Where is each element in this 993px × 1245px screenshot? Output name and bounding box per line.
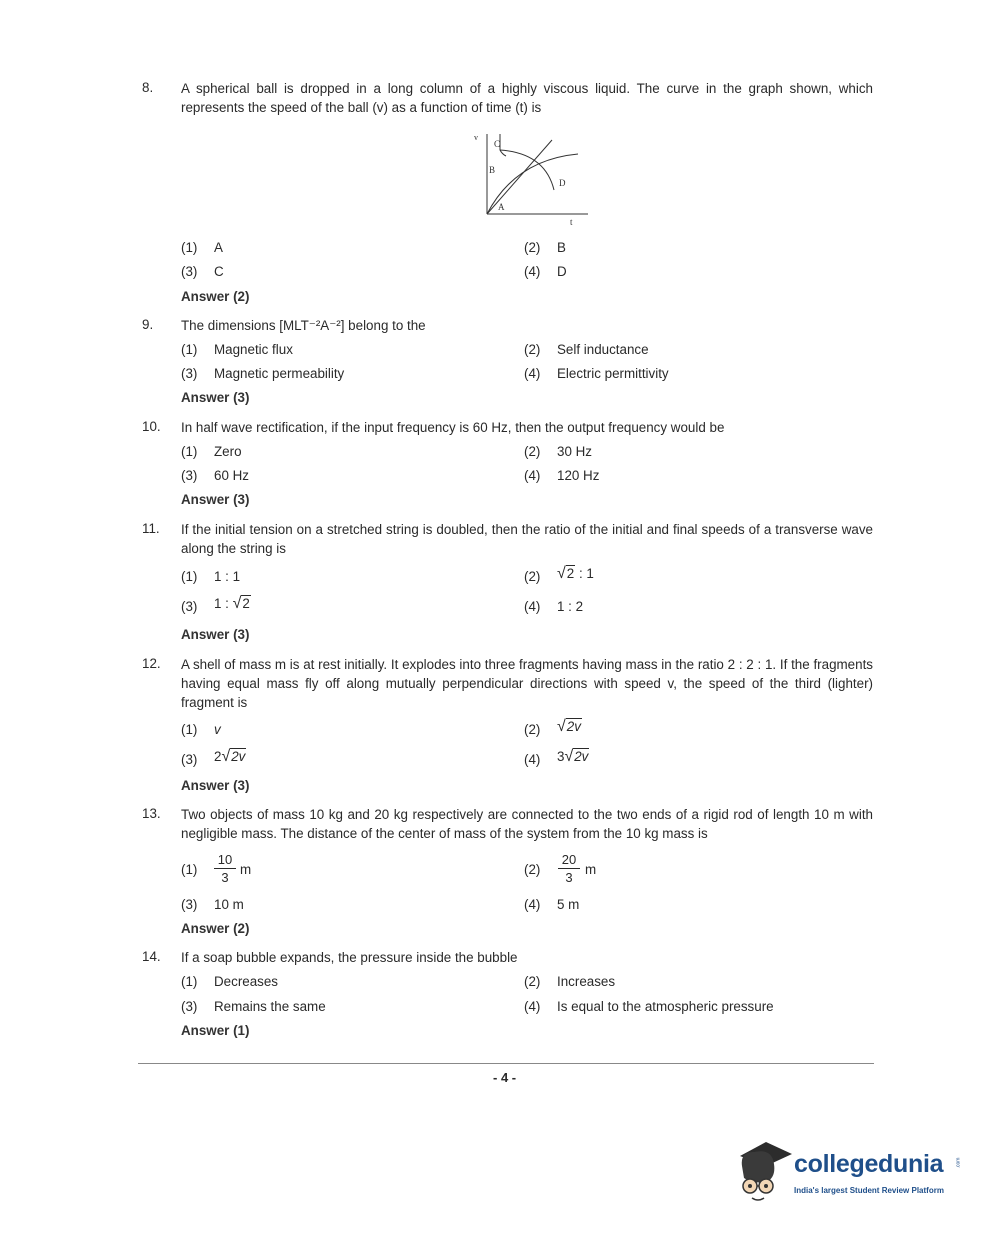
- radicand: 2v: [574, 749, 589, 764]
- numerator: 20: [558, 852, 580, 869]
- mascot-logo-icon: [732, 1138, 794, 1208]
- option-number: (1): [181, 240, 198, 255]
- radicand: 2: [242, 596, 250, 611]
- label-c: C: [494, 139, 501, 149]
- graph-x-label: t: [570, 217, 573, 227]
- option-number: (3): [181, 264, 198, 279]
- question-stem: The dimensions [MLT⁻²A⁻²] belong to the: [181, 318, 426, 333]
- option-expression: 1 : √2: [214, 595, 250, 612]
- option-text: 120 Hz: [557, 468, 600, 483]
- option-number: (4): [524, 999, 541, 1014]
- label-b: B: [489, 165, 496, 175]
- option-number: (4): [524, 897, 541, 912]
- expression-prefix: 1 :: [214, 596, 233, 611]
- question-number: 10.: [142, 419, 161, 434]
- answer-label: Answer (3): [181, 390, 250, 405]
- answer-label: Answer (3): [181, 492, 250, 507]
- numerator: 10: [214, 852, 236, 869]
- question-number: 14.: [142, 949, 161, 964]
- speed-time-graph: [470, 128, 590, 230]
- question-stem: Two objects of mass 10 kg and 20 kg respectively are connected to the two ends of a rigid rod of length 10 m with negligible mass. The distance of the center of mass of the system from the 10 kg mass is: [181, 807, 873, 841]
- radicand: 2v: [231, 749, 246, 764]
- curve-a: [487, 140, 552, 214]
- brand-domain: .com: [955, 1157, 962, 1169]
- option-number: (1): [181, 444, 198, 459]
- option-text: Zero: [214, 444, 242, 459]
- option-text: v: [214, 722, 221, 737]
- option-unit: m: [240, 862, 252, 877]
- option-unit: m: [585, 862, 597, 877]
- radicand: 2v: [566, 719, 581, 734]
- graph-y-label: v: [474, 133, 478, 142]
- option-text: D: [557, 264, 567, 279]
- answer-label: Answer (1): [181, 1023, 250, 1038]
- option-number: (4): [524, 752, 541, 767]
- option-number: (2): [524, 722, 541, 737]
- radicand: 2: [566, 566, 575, 581]
- answer-label: Answer (2): [181, 289, 250, 304]
- option-number: (3): [181, 468, 198, 483]
- question-number: 9.: [142, 317, 154, 332]
- option-number: (2): [524, 862, 541, 877]
- footer-divider: [138, 1063, 874, 1064]
- denominator: 3: [221, 870, 229, 885]
- question-stem: A spherical ball is dropped in a long column of a highly viscous liquid. The curve in the graph shown, which represents the speed of the ball (v) as a function of time (t) is: [181, 81, 873, 115]
- answer-label: Answer (3): [181, 778, 250, 793]
- question-stem: In half wave rectification, if the input frequency is 60 Hz, then the output frequency would be: [181, 420, 725, 435]
- option-expression: √2v: [557, 718, 581, 735]
- option-number: (2): [524, 974, 541, 989]
- option-text: Electric permittivity: [557, 366, 669, 381]
- answer-label: Answer (2): [181, 921, 250, 936]
- option-number: (1): [181, 342, 198, 357]
- question-stem: A shell of mass m is at rest initially. It explodes into three fragments having mass in the ratio 2 : 2 : 1. If the fragments having equal mass fly off along mutually perpendicular directions with speed v, the speed of the third (lighter) fragment is: [181, 657, 873, 710]
- option-text: 60 Hz: [214, 468, 249, 483]
- fraction: [214, 852, 236, 885]
- option-text: Magnetic flux: [214, 342, 293, 357]
- option-expression: √2 : 1: [557, 565, 594, 582]
- option-text: A: [214, 240, 223, 255]
- brand-tagline: India's largest Student Review Platform: [794, 1186, 944, 1195]
- option-number: (4): [524, 264, 541, 279]
- option-text: Magnetic permeability: [214, 366, 345, 381]
- option-number: (1): [181, 862, 198, 877]
- option-number: (1): [181, 569, 198, 584]
- question-stem: If the initial tension on a stretched string is doubled, then the ratio of the initial and final speeds of a transverse wave along the string is: [181, 522, 873, 556]
- option-text: 1 : 2: [557, 599, 584, 614]
- option-text: Decreases: [214, 974, 279, 989]
- answer-label: Answer (3): [181, 627, 250, 642]
- option-text: Is equal to the atmospheric pressure: [557, 999, 774, 1014]
- option-number: (4): [524, 468, 541, 483]
- option-number: (2): [524, 569, 541, 584]
- label-a: A: [498, 202, 505, 212]
- expression-prefix: 2: [214, 749, 222, 764]
- question-number: 8.: [142, 80, 154, 95]
- option-number: (2): [524, 240, 541, 255]
- label-d: D: [559, 178, 566, 188]
- option-text: B: [557, 240, 566, 255]
- option-text: Increases: [557, 974, 616, 989]
- option-number: (3): [181, 752, 198, 767]
- option-number: (2): [524, 342, 541, 357]
- brand-name: collegedunia: [794, 1150, 944, 1178]
- option-text: 5 m: [557, 897, 580, 912]
- question-stem: If a soap bubble expands, the pressure inside the bubble: [181, 950, 518, 965]
- curve-c: [500, 134, 506, 156]
- option-number: (1): [181, 722, 198, 737]
- option-number: (3): [181, 599, 198, 614]
- option-text: Self inductance: [557, 342, 649, 357]
- option-expression: 3√2v: [557, 748, 589, 765]
- option-text: Remains the same: [214, 999, 326, 1014]
- option-number: (3): [181, 999, 198, 1014]
- option-number: (4): [524, 366, 541, 381]
- option-number: (2): [524, 444, 541, 459]
- option-expression: 2√2v: [214, 748, 246, 765]
- option-number: (4): [524, 599, 541, 614]
- question-number: 11.: [142, 521, 160, 536]
- option-text: 30 Hz: [557, 444, 592, 459]
- expression-suffix: : 1: [575, 566, 594, 581]
- option-text: 10 m: [214, 897, 244, 912]
- option-text: C: [214, 264, 224, 279]
- option-number: (3): [181, 897, 198, 912]
- fraction: [558, 852, 580, 885]
- question-number: 13.: [142, 806, 161, 821]
- page-number: - 4 -: [493, 1070, 517, 1085]
- question-number: 12.: [142, 656, 161, 671]
- denominator: 3: [565, 870, 573, 885]
- option-number: (1): [181, 974, 198, 989]
- option-text: 1 : 1: [214, 569, 241, 584]
- option-number: (3): [181, 366, 198, 381]
- expression-prefix: 3: [557, 749, 565, 764]
